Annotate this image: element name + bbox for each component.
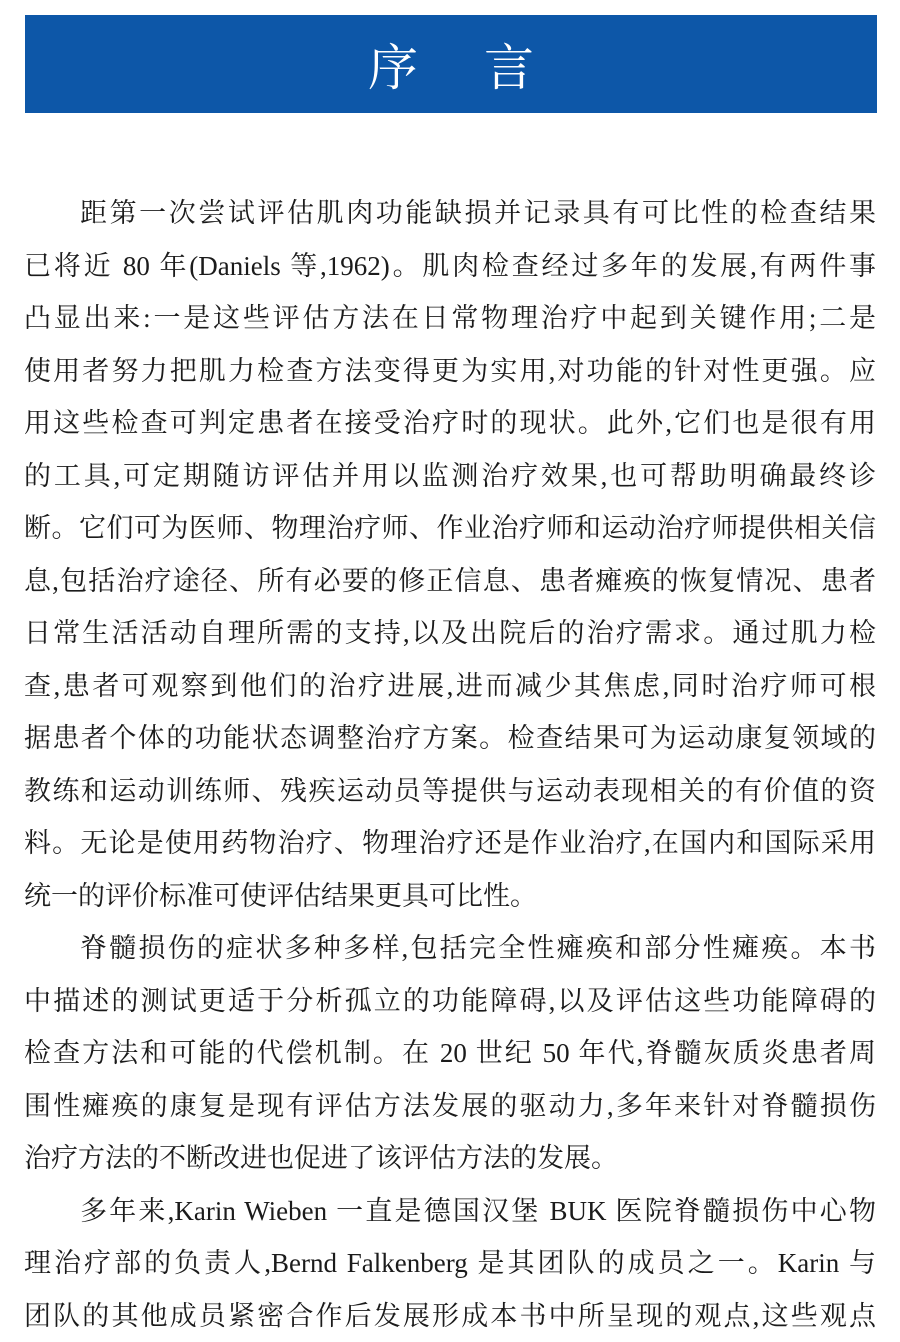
- text-line: 理治疗部的负责人,Bernd Falkenberg 是其团队的成员之一。Karin 与: [24, 1237, 876, 1290]
- text-line: 多年来,Karin Wieben 一直是德国汉堡 BUK 医院脊髓损伤中心物: [24, 1185, 876, 1238]
- paragraph: [24, 1185, 876, 1342]
- text-line: 教练和运动训练师、残疾运动员等提供与运动表现相关的有价值的资: [24, 765, 876, 818]
- text-line: 检查方法和可能的代偿机制。在 20 世纪 50 年代,脊髓灰质炎患者周: [24, 1027, 876, 1080]
- preface-body: [24, 187, 876, 1342]
- text-line: 统一的评价标准可使评估结果更具可比性。: [24, 870, 876, 923]
- text-line: 距第一次尝试评估肌肉功能缺损并记录具有可比性的检查结果: [24, 187, 876, 240]
- text-line: 查,患者可观察到他们的治疗进展,进而减少其焦虑,同时治疗师可根: [24, 660, 876, 713]
- text-line: 团队的其他成员紧密合作后发展形成本书中所呈现的观点,这些观点: [24, 1290, 876, 1342]
- text-line: 治疗方法的不断改进也促进了该评估方法的发展。: [24, 1132, 876, 1185]
- text-line: 已将近 80 年(Daniels 等,1962)。肌肉检查经过多年的发展,有两件事: [24, 240, 876, 293]
- text-line: 凸显出来:一是这些评估方法在日常物理治疗中起到关键作用;二是: [24, 292, 876, 345]
- text-line: 用这些检查可判定患者在接受治疗时的现状。此外,它们也是很有用: [24, 397, 876, 450]
- text-line: 脊髓损伤的症状多种多样,包括完全性瘫痪和部分性瘫痪。本书: [24, 922, 876, 975]
- text-line: 据患者个体的功能状态调整治疗方案。检查结果可为运动康复领域的: [24, 712, 876, 765]
- page-title: 序 言: [360, 28, 542, 100]
- text-line: 息,包括治疗途径、所有必要的修正信息、患者瘫痪的恢复情况、患者: [24, 555, 876, 608]
- text-line: 的工具,可定期随访评估并用以监测治疗效果,也可帮助明确最终诊: [24, 450, 876, 503]
- text-line: 日常生活活动自理所需的支持,以及出院后的治疗需求。通过肌力检: [24, 607, 876, 660]
- text-line: 断。它们可为医师、物理治疗师、作业治疗师和运动治疗师提供相关信: [24, 502, 876, 555]
- text-line: 围性瘫痪的康复是现有评估方法发展的驱动力,多年来针对脊髓损伤: [24, 1080, 876, 1133]
- preface-banner: [25, 15, 877, 113]
- text-line: 使用者努力把肌力检查方法变得更为实用,对功能的针对性更强。应: [24, 345, 876, 398]
- paragraph: [24, 187, 876, 922]
- paragraph: [24, 922, 876, 1185]
- text-line: 料。无论是使用药物治疗、物理治疗还是作业治疗,在国内和国际采用: [24, 817, 876, 870]
- text-line: 中描述的测试更适于分析孤立的功能障碍,以及评估这些功能障碍的: [24, 975, 876, 1028]
